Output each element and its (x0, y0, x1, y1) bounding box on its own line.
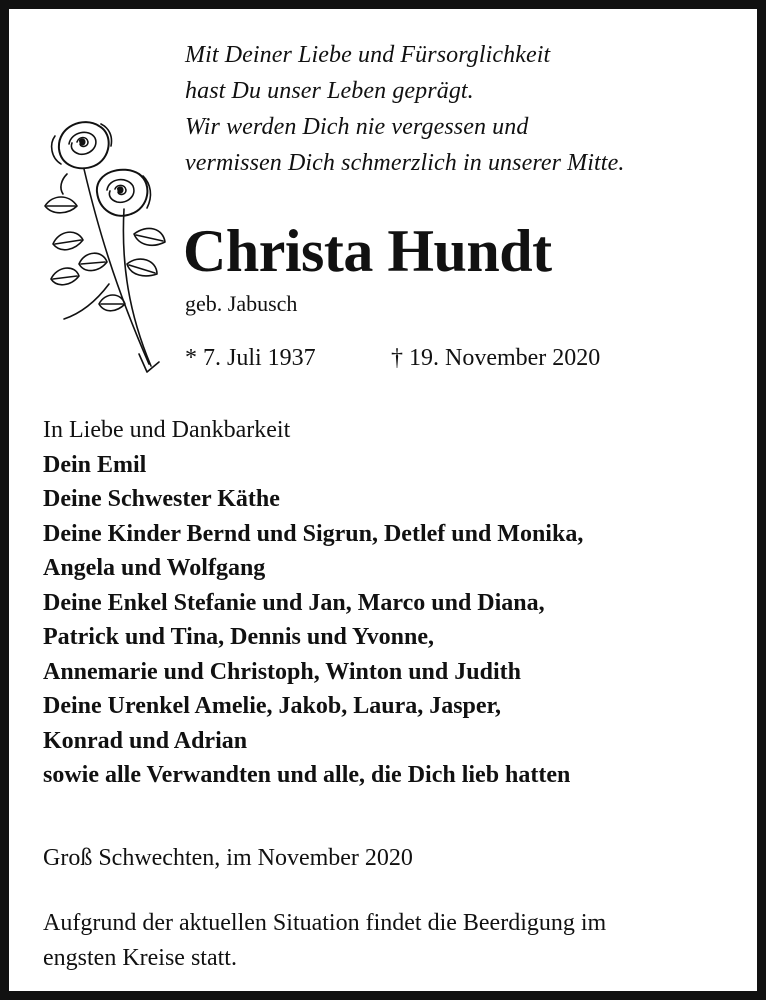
mourner-line: sowie alle Verwandten und alle, die Dich lieb hatten (43, 762, 571, 788)
motto-line: vermissen Dich schmerzlich in unserer Mitte. (185, 150, 625, 176)
place-and-date: Groß Schwechten, im November 2020 (43, 845, 413, 871)
funeral-note-line: Aufgrund der aktuellen Situation findet die Beerdigung im (43, 910, 607, 936)
rose-icon (39, 114, 174, 379)
mourner-line: Konrad und Adrian (43, 727, 248, 754)
motto-line: Mit Deiner Liebe und Fürsorglichkeit (185, 42, 551, 68)
funeral-note (43, 906, 606, 975)
mourners-intro: In Liebe und Dankbarkeit (43, 417, 291, 443)
life-dates (185, 341, 601, 375)
mourner-line: Deine Enkel Stefanie und Jan, Marco und Diana, (43, 589, 545, 616)
deceased-name: Christa Hundt (183, 218, 552, 284)
mourners-list (43, 413, 583, 793)
maiden-name: geb. Jabusch (185, 291, 298, 316)
mourner-line: Patrick und Tina, Dennis und Yvonne, (43, 624, 435, 650)
death-date: † 19. November 2020 (391, 345, 601, 371)
motto-line: hast Du unser Leben geprägt. (185, 78, 474, 104)
funeral-note-line: engsten Kreise statt. (43, 944, 237, 971)
motto-verse (185, 37, 624, 181)
mourner-line: Dein Emil (43, 451, 147, 478)
birth-date: * 7. Juli 1937 (185, 345, 316, 371)
mourner-line: Annemarie und Christoph, Winton und Judith (43, 658, 521, 685)
mourner-line: Deine Kinder Bernd und Sigrun, Detlef und Monika, (43, 520, 584, 547)
motto-line: Wir werden Dich nie vergessen und (185, 114, 529, 140)
mourner-line: Deine Schwester Käthe (43, 486, 280, 512)
mourner-line: Deine Urenkel Amelie, Jakob, Laura, Jasper, (43, 693, 502, 719)
mourner-line: Angela und Wolfgang (43, 555, 266, 581)
